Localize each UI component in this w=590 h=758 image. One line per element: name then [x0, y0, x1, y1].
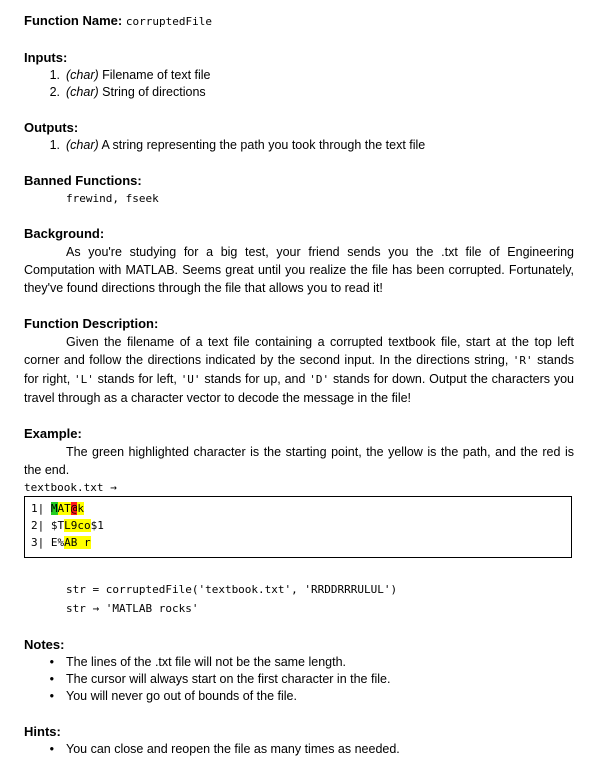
inputs-heading: Inputs:	[24, 50, 68, 65]
background-text: As you're studying for a big test, your friend sends you the .txt file of Engineering Computation with MATLAB. Seems great until you realize the file has been corrupted. Fortunately, they've found directions through the file that allows you to read it!	[24, 245, 574, 295]
list-item: 1. (char) A string representing the path you took through the text file	[49, 138, 426, 152]
example-text: The green highlighted character is the starting point, the yellow is the path, and the red is the end.	[24, 445, 574, 477]
code-r: 'R'	[512, 354, 533, 367]
outputs-list	[24, 137, 574, 154]
inputs-list	[24, 67, 574, 101]
example-heading: Example:	[24, 426, 82, 441]
bullet-icon: •	[49, 672, 54, 686]
file-label: textbook.txt →	[24, 481, 117, 494]
hints-heading: Hints:	[24, 724, 61, 739]
start-char: M	[50, 502, 58, 515]
function-name: corruptedFile	[125, 15, 212, 28]
bullet-icon: •	[49, 742, 54, 756]
banned-functions: frewind, fseek	[66, 192, 159, 205]
list-item: • You can close and reopen the file as many times as needed.	[24, 741, 574, 758]
notes-list	[24, 654, 574, 705]
function-name-row	[24, 12, 574, 31]
description-heading: Function Description:	[24, 316, 159, 331]
document-page	[24, 12, 574, 758]
bullet-icon: •	[49, 689, 54, 703]
list-item: • The lines of the .txt file will not be the same length.	[24, 654, 574, 671]
hints-list	[24, 741, 574, 758]
list-item: 2. (char) String of directions	[49, 85, 206, 99]
description-text: Given the filename of a text file containing a corrupted textbook file, start at the top left corner and follow the directions indicated by the second input. In the directions string, 'R' stands for right, 'L' stands for left, 'U' stands for up, and 'D' stands for down. Output the characters you travel through as a character vector to decode the message in the file!	[24, 335, 574, 405]
notes-heading: Notes:	[24, 637, 65, 652]
list-item: • The cursor will always start on the first character in the file.	[24, 671, 574, 688]
function-name-label: Function Name:	[24, 13, 123, 28]
background-heading: Background:	[24, 226, 105, 241]
list-item: • You will never go out of bounds of the file.	[24, 688, 574, 705]
file-contents-box	[24, 496, 572, 558]
end-char: @	[70, 502, 78, 515]
example-call: str = corruptedFile('textbook.txt', 'RRDDRRRULUL')	[66, 583, 398, 596]
file-line-1: 1| MAT@k	[31, 502, 84, 515]
code-d: 'D'	[309, 373, 330, 386]
bullet-icon: •	[49, 655, 54, 669]
file-line-2: 2| $TL9co$1	[31, 519, 104, 532]
list-item: 1. (char) Filename of text file	[49, 68, 211, 82]
outputs-heading: Outputs:	[24, 120, 79, 135]
banned-heading: Banned Functions:	[24, 173, 142, 188]
code-u: 'U'	[180, 373, 201, 386]
example-result: str → 'MATLAB rocks'	[66, 602, 199, 615]
file-line-3: 3| E%AB r	[31, 536, 91, 549]
code-l: 'L'	[74, 373, 94, 386]
